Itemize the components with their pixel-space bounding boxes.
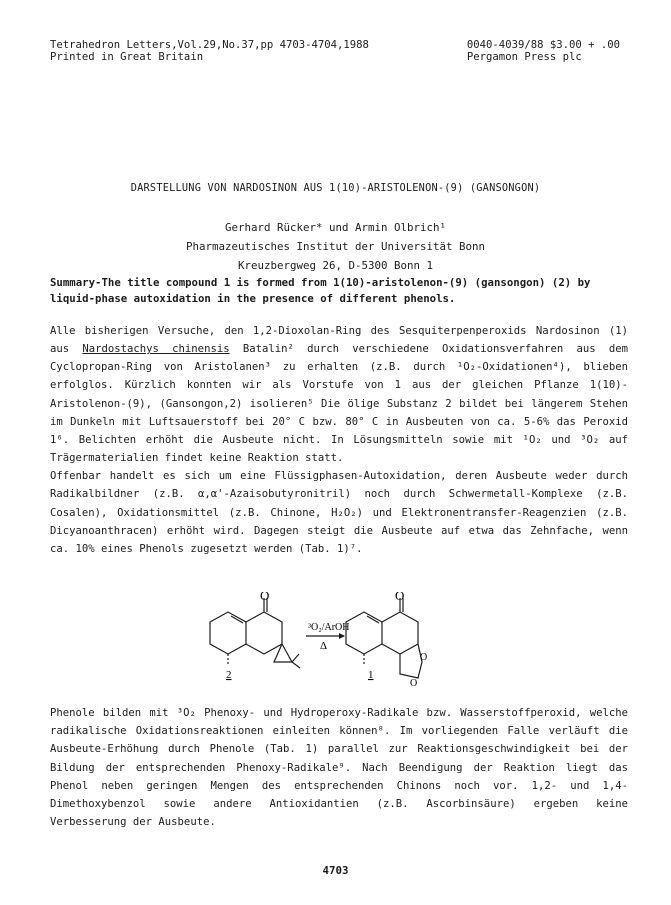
peroxide-oxygen-1: O — [420, 652, 428, 663]
peroxide-oxygen-2: O — [410, 678, 418, 689]
paper-title: DARSTELLUNG VON NARDOSINON AUS 1(10)-ARISTOLENON-(9) (GANSONGON) — [130, 182, 541, 194]
reaction-scheme — [196, 592, 436, 692]
institute: Pharmazeutisches Institut der Universität Bonn — [185, 240, 485, 253]
arrow-head-icon — [339, 633, 345, 639]
species-name: Nardostachys chinensis — [82, 343, 230, 356]
paragraph-3: Phenole bilden mit ³O₂ Phenoxy- und Hydroperoxy-Radikale bzw. Wasserstoffperoxid, welche radikalische Oxidationsreaktionen einleiten können⁸. Im vorliegenden Falle verläuft die Ausbeute-Erhöhung durch Phenole (Tab. 1) parallel zur Reaktionsgeschwindigkeit bei der Bildung der entsprechenden Phenoxy-Radikale⁹. Nach Beendigung der Reaktion liegt das Phenol neben geringen Mengen des entsprechenden Chinons noch vor. 1,2- und 1,4-Dimethoxybenzol sowie andere Antioxidantien (z.B. Ascorbinsäure) ergeben keine Verbesserung der Ausbeute. — [50, 707, 628, 829]
structure-nardosinon — [346, 598, 422, 678]
body-text-upper — [50, 322, 628, 558]
printed-note: Printed in Great Britain — [50, 51, 204, 64]
page-number: 4703 — [322, 864, 349, 877]
paragraph-1 — [50, 322, 628, 467]
paragraph-2: Offenbar handelt es sich um eine Flüssigphasen-Autoxidation, deren Ausbeute weder durch Radikalbildner (z.B. α,α'-Azaisobutyronitril) noch durch Schwermetall-Komplexe (z.B. Cosalen), Oxidationsmittel (z.B. Chinone, H₂O₂) und Elektronentransfer-Reagenzien (z.B. Dicyanoanthracen) erhöht wird. Dagegen steigt die Ausbeute auf etwa das Zehnfache, wenn ca. 10% eines Phenols zugesetzt werden (Tab. 1)⁷. — [50, 470, 628, 555]
condition-label: Δ — [320, 640, 328, 652]
address: Kreuzbergweg 26, D-5300 Bonn 1 — [237, 259, 433, 272]
publisher: Pergamon Press plc — [466, 51, 582, 64]
issn-price: 0040-4039/88 $3.00 + .00 — [466, 39, 620, 51]
author-names: Gerhard Rücker* und Armin Olbrich¹ — [224, 221, 446, 234]
paragraph-1-part-a: Alle bisherigen Versuche, den 1,2-Dioxolan-Ring des Sesquiterpenperoxids Nardosinon (1) aus — [50, 325, 628, 356]
reagent-label: ³O₂/ArOH — [308, 622, 350, 633]
ketone-oxygen-right: O — [395, 592, 405, 603]
summary: Summary-The title compound 1 is formed from 1(10)-aristolenon-(9) (gansongon) (2) by liquid-phase autoxidation in the presence of different phenols. — [50, 276, 591, 305]
compound-label-1: 1 — [368, 669, 374, 681]
running-header — [50, 39, 620, 63]
ketone-oxygen-left: O — [260, 592, 270, 603]
body-text-lower — [50, 704, 628, 831]
compound-label-2: 2 — [226, 669, 232, 681]
journal-citation: Tetrahedron Letters,Vol.29,No.37,pp 4703-4704,1988 — [50, 39, 369, 51]
author-block — [0, 218, 671, 275]
paragraph-1-part-b: Batalin² durch verschiedene Oxidationsverfahren aus dem Cyclopropan-Ring von Aristolanen³ zu erhalten (z.B. durch ¹O₂-Oxidationen⁴), blieben erfolglos. Kürzlich konnten wir als Vorstufe von 1 aus der gleichen Pflanze 1(10)-Aristolenon-(9), (Gansongon,2) isolieren⁵ Die ölige Substanz 2 bildet bei längerem Stehen im Dunkeln mit Luftsauerstoff bei 20° C bzw. 80° C in Ausbeuten von ca. 5-6% das Peroxid 1⁶. Belichten erhöht die Ausbeute nicht. In Lösungsmitteln sowie mit ¹O₂ und ³O₂ auf Trägermaterialien findet keine Reaktion statt. — [50, 343, 628, 465]
structure-gansongon — [210, 598, 300, 668]
